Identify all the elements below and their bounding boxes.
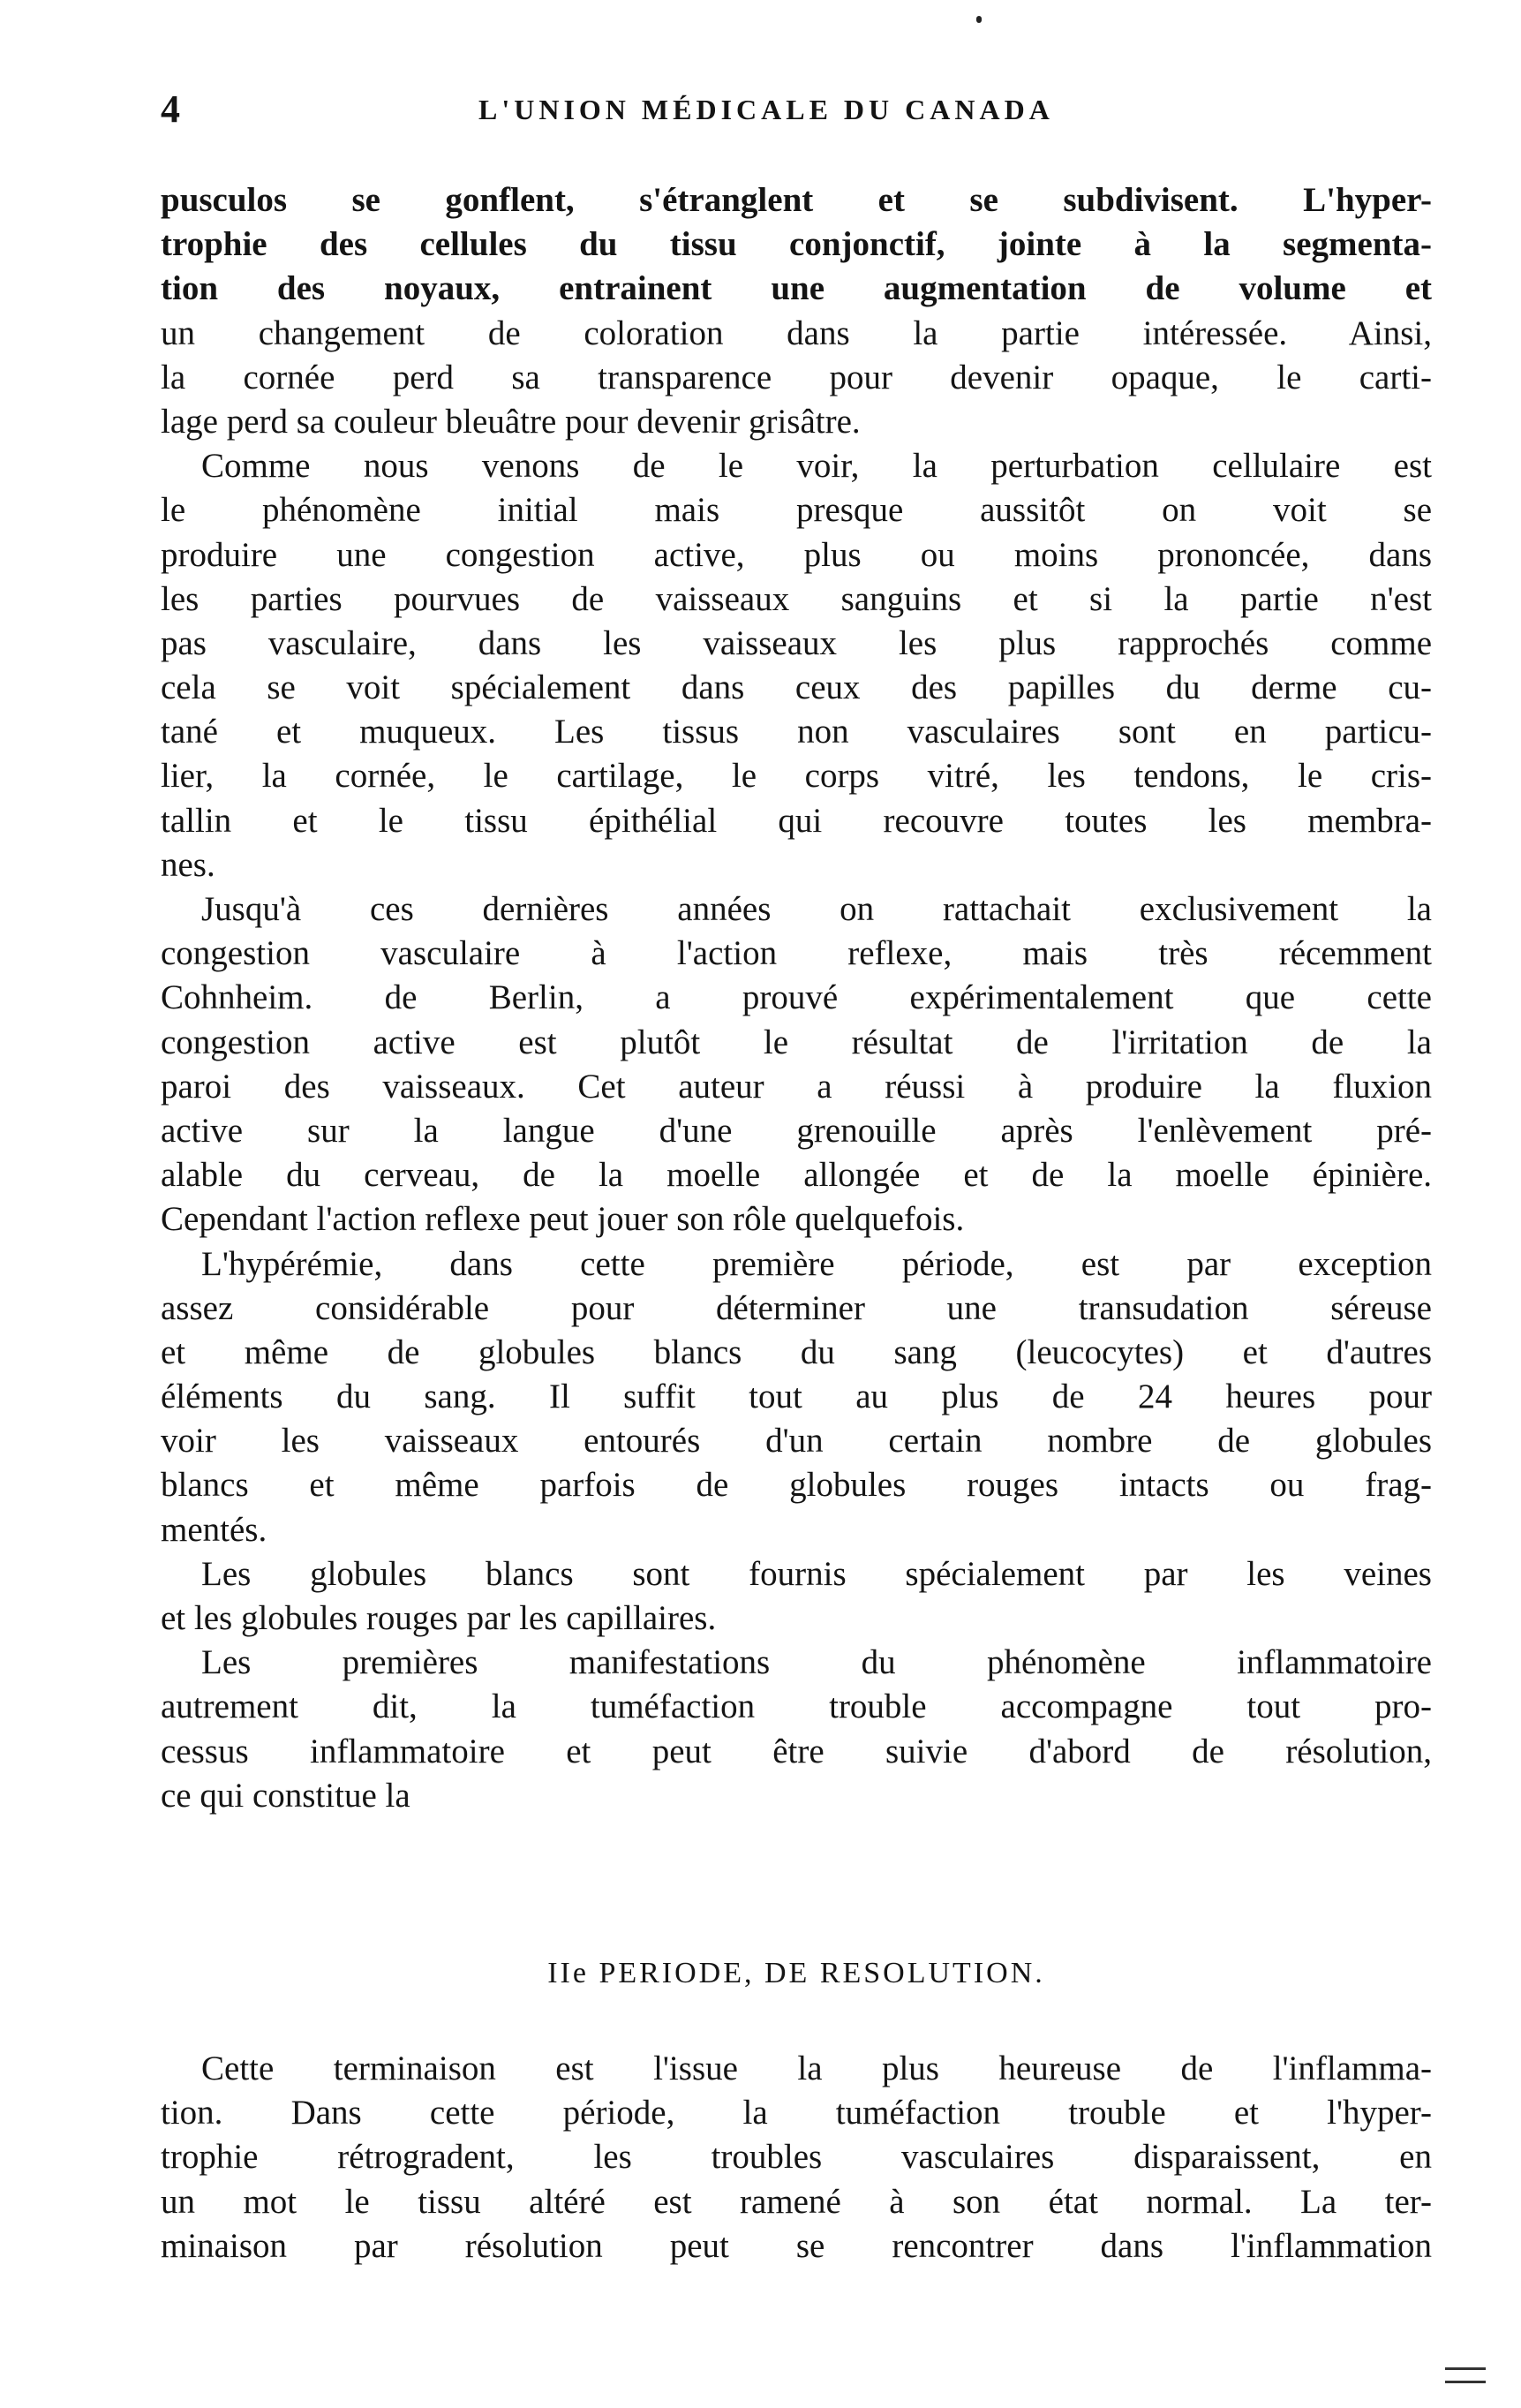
text-line: Cohnheim. de Berlin, a prouvé expérimentalement que cette xyxy=(161,978,1432,1017)
text-line: les parties pourvues de vaisseaux sanguins et si la partie n'est xyxy=(161,579,1432,618)
page-number: 4 xyxy=(161,87,180,131)
text-line: congestion vasculaire à l'action reflexe, mais très récemment xyxy=(161,934,1432,973)
text-line: blancs et même parfois de globules rouges intacts ou frag- xyxy=(161,1466,1432,1505)
book-page xyxy=(161,0,1432,2408)
paragraph-start-line: Cette terminaison est l'issue la plus heureuse de l'inflamma- xyxy=(201,2049,1432,2087)
text-line: éléments du sang. Il suffit tout au plus de 24 heures pour xyxy=(161,1378,1432,1416)
text-line: et les globules rouges par les capillaires. xyxy=(161,1599,717,1637)
text-line: et même de globules blancs du sang (leucocytes) et d'autres xyxy=(161,1332,1432,1371)
text-line: tion. Dans cette période, la tuméfaction trouble et l'hyper- xyxy=(161,2094,1432,2132)
text-line: pusculos se gonflent, s'étranglent et se subdivisent. L'hyper- xyxy=(161,181,1432,219)
text-line: lage perd sa couleur bleuâtre pour devenir grisâtre. xyxy=(161,402,861,441)
text-line: alable du cerveau, de la moelle allongée et de la moelle épinière. xyxy=(161,1156,1432,1195)
text-line: ce qui constitue la xyxy=(161,1776,410,1815)
paragraph-start-line: Les globules blancs sont fournis spécialement par les veines xyxy=(201,1554,1432,1593)
text-line: trophie des cellules du tissu conjonctif, jointe à la segmenta- xyxy=(161,225,1432,264)
text-line: tallin et le tissu épithélial qui recouvre toutes les membra- xyxy=(161,801,1432,840)
paragraph-start-line: Jusqu'à ces dernières années on rattachait exclusivement la xyxy=(201,890,1432,928)
text-line: assez considérable pour déterminer une transudation séreuse xyxy=(161,1288,1432,1327)
text-line: cessus inflammatoire et peut être suivie d'abord de résolution, xyxy=(161,1732,1432,1770)
running-title: L'UNION MÉDICALE DU CANADA xyxy=(478,94,1054,125)
text-line: paroi des vaisseaux. Cet auteur a réussi à produire la fluxion xyxy=(161,1067,1432,1106)
text-line: congestion active est plutôt le résultat de l'irritation de la xyxy=(161,1023,1432,1061)
paragraph-start-line: Comme nous venons de le voir, la perturbation cellulaire est xyxy=(201,447,1432,486)
text-line: lier, la cornée, le cartilage, le corps vitré, les tendons, le cris- xyxy=(161,757,1432,796)
text-line: un mot le tissu altéré est ramené à son état normal. La ter- xyxy=(161,2182,1432,2221)
text-line: active sur la langue d'une grenouille après l'enlèvement pré- xyxy=(161,1111,1432,1150)
text-line: le phénomène initial mais presque aussitôt on voit se xyxy=(161,491,1432,530)
paragraph-start-line: Les premières manifestations du phénomène inflammatoire xyxy=(201,1643,1432,1682)
text-line: tion des noyaux, entrainent une augmentation de volume et xyxy=(161,269,1432,308)
text-line: cela se voit spécialement dans ceux des papilles du derme cu- xyxy=(161,668,1432,707)
body-text-part-2 xyxy=(161,2047,1432,2268)
text-line: autrement dit, la tuméfaction trouble accompagne tout pro- xyxy=(161,1687,1432,1726)
running-header xyxy=(161,87,1432,140)
text-line: trophie rétrogradent, les troubles vasculaires disparaissent, en xyxy=(161,2138,1432,2177)
text-line: produire une congestion active, plus ou moins prononcée, dans xyxy=(161,535,1432,574)
text-line: minaison par résolution peut se rencontrer dans l'inflammation xyxy=(161,2226,1432,2265)
text-line: nes. xyxy=(161,845,215,884)
text-line: tané et muqueux. Les tissus non vasculaires sont en particu- xyxy=(161,713,1432,751)
section-heading: IIe PERIODE, DE RESOLUTION. xyxy=(547,1957,1045,1989)
footer-mark xyxy=(1445,2367,1486,2383)
text-line: pas vasculaire, dans les vaisseaux les plus rapprochés comme xyxy=(161,623,1432,662)
text-line: voir les vaisseaux entourés d'un certain nombre de globules xyxy=(161,1422,1432,1461)
body-text-part-1 xyxy=(161,178,1432,1818)
text-line: Cependant l'action reflexe peut jouer son rôle quelquefois. xyxy=(161,1200,965,1239)
text-line: un changement de coloration dans la partie intéressée. Ainsi, xyxy=(161,313,1432,352)
text-line: la cornée perd sa transparence pour devenir opaque, le carti- xyxy=(161,358,1432,396)
ink-speck xyxy=(976,16,982,23)
text-line: mentés. xyxy=(161,1510,267,1549)
paragraph-start-line: L'hypérémie, dans cette première période, est par exception xyxy=(201,1244,1432,1283)
